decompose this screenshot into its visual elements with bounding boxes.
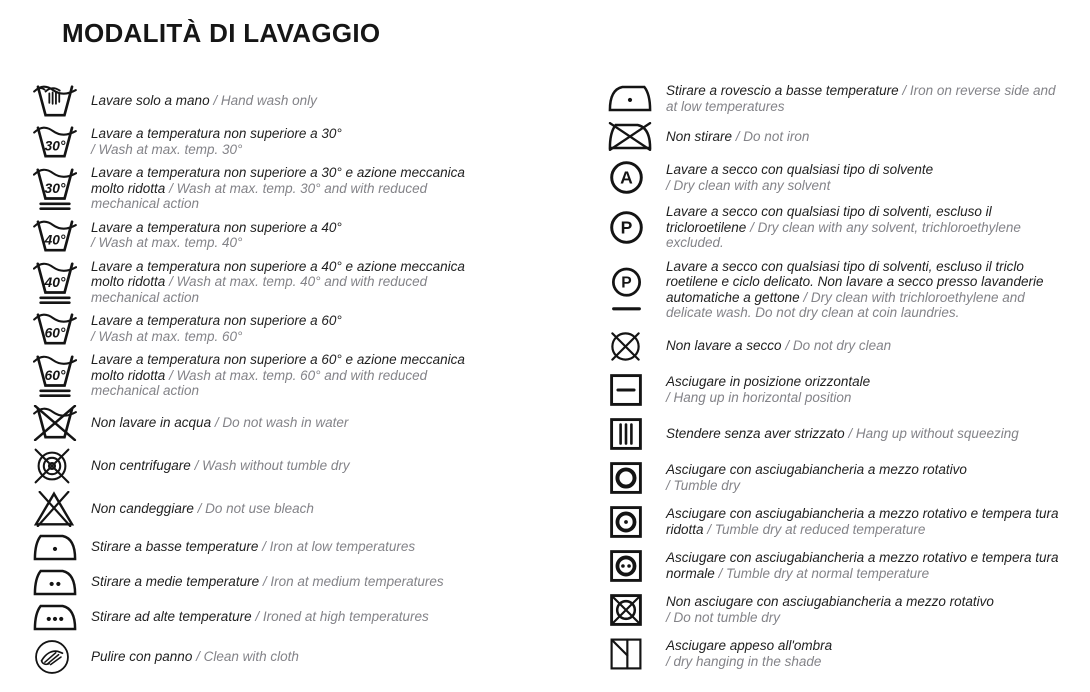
english-label: / Ironed at high temperatures	[255, 609, 429, 625]
italian-label: Non centrifugare	[91, 457, 191, 473]
english-label: / Wash at max. temp. 60° and with reduced mechanical action	[91, 367, 428, 398]
care-row	[608, 122, 1060, 151]
care-row-text	[91, 539, 415, 555]
care-row-text	[91, 458, 350, 474]
svg-text:P: P	[621, 274, 632, 292]
english-label: / Do not iron	[735, 128, 810, 144]
care-row-text	[666, 129, 809, 145]
italian-label: Asciugare con asciugabiancheria a mezzo rotativo	[666, 462, 967, 477]
italian-label: Asciugare con asciugabiancheria a mezzo rotativo e tempera tura normale	[666, 550, 1059, 581]
italian-label: Lavare a temperatura non superiore a 60°	[91, 313, 342, 328]
svg-text:60°: 60°	[44, 325, 66, 341]
care-row	[33, 491, 608, 527]
iron-low-icon	[33, 533, 91, 562]
clean-with-cloth-icon	[33, 638, 91, 676]
svg-text:40°: 40°	[44, 273, 66, 290]
english-label: / Dry clean with any solvent	[666, 177, 831, 193]
wash-30-icon	[33, 124, 91, 159]
care-row-text	[91, 93, 317, 109]
care-row-text	[666, 462, 967, 493]
care-row	[608, 636, 1060, 672]
italian-label: Non lavare a secco	[666, 338, 782, 354]
care-row	[33, 568, 608, 597]
svg-text:40°: 40°	[44, 231, 66, 247]
english-label: / Tumble dry at normal temperature	[718, 565, 930, 581]
care-row-text	[666, 338, 891, 354]
care-row-text	[666, 259, 1060, 321]
english-label: / Iron on reverse side and at low temperatures	[666, 83, 1056, 114]
do-not-tumble-dry-icon	[608, 592, 666, 628]
english-label: / Iron at medium temperatures	[262, 574, 444, 590]
italian-label: Stirare a rovescio a basse temperature	[666, 83, 899, 98]
care-row-text	[91, 220, 342, 251]
care-row	[608, 460, 1060, 496]
english-label: / Hand wash only	[213, 92, 317, 108]
do-not-wash-icon	[33, 405, 91, 441]
care-row-text	[91, 609, 429, 625]
care-row	[608, 204, 1060, 251]
care-row-text	[91, 313, 342, 344]
care-row	[33, 352, 608, 399]
iron-medium-icon	[33, 568, 91, 597]
iron-high-icon	[33, 603, 91, 632]
english-label: / Wash at max. temp. 60°	[91, 328, 243, 344]
english-label: / Do not dry clean	[785, 338, 892, 354]
care-row	[608, 372, 1060, 408]
dry-clean-any-solvent-icon	[608, 159, 666, 196]
svg-text:30°: 30°	[44, 138, 66, 154]
english-label: / Wash at max. temp. 40° and with reduced mechanical action	[91, 274, 428, 305]
tumble-dry-normal-icon	[608, 548, 666, 584]
hand-wash-icon	[33, 83, 91, 118]
english-label: / Do not tumble dry	[666, 609, 781, 625]
care-row-text	[666, 83, 1060, 114]
care-row-text	[666, 594, 994, 625]
shade-dry-icon	[608, 636, 666, 672]
care-row	[608, 259, 1060, 321]
english-label: / Tumble dry	[666, 477, 741, 493]
svg-text:A: A	[620, 167, 633, 188]
care-row-text	[666, 506, 1060, 537]
italian-label: Pulire con panno	[91, 648, 193, 664]
care-row	[33, 83, 608, 118]
page-title: MODALITÀ DI LAVAGGIO	[62, 18, 381, 48]
tumble-dry-icon	[608, 460, 666, 496]
care-row-text	[91, 501, 314, 517]
wash-30-reduced-icon	[33, 166, 91, 210]
care-row	[33, 533, 608, 562]
care-row-text	[91, 649, 299, 665]
care-row	[608, 329, 1060, 364]
english-label: / Tumble dry at reduced temperature	[707, 521, 926, 537]
italian-label: Lavare a secco con qualsiasi tipo di solvente	[666, 162, 934, 177]
care-row	[608, 159, 1060, 196]
english-label: / Wash without tumble dry	[194, 457, 350, 473]
care-row-text	[91, 574, 444, 590]
iron-reverse-icon	[608, 84, 666, 113]
english-label: / Clean with cloth	[196, 648, 299, 664]
care-row	[33, 124, 608, 159]
do-not-dry-clean-icon	[608, 329, 666, 364]
care-row	[608, 548, 1060, 584]
svg-text:30°: 30°	[44, 180, 66, 197]
italian-label: Lavare a temperatura non superiore a 40° e azione meccanica molto ridotta	[91, 258, 465, 289]
english-label: / Hang up in horizontal position	[666, 389, 852, 405]
italian-label: Asciugare appeso all'ombra	[666, 638, 833, 653]
english-label: / Do not wash in water	[214, 414, 349, 430]
italian-label: Non lavare in acqua	[91, 414, 212, 430]
italian-label: Lavare a secco con qualsiasi tipo di solventi, escluso il tricloroetilene	[666, 204, 992, 235]
italian-label: Lavare solo a mano	[91, 92, 210, 108]
english-label: / Dry clean with any solvent, trichloroethylene excluded.	[666, 219, 1021, 250]
care-row-text	[666, 638, 832, 669]
wash-40-icon	[33, 218, 91, 253]
care-row-text	[91, 352, 479, 399]
care-row-text	[666, 550, 1060, 581]
italian-label: Asciugare in posizione orizzontale	[666, 374, 871, 389]
care-row	[608, 592, 1060, 628]
care-row	[608, 504, 1060, 540]
tumble-dry-reduced-icon	[608, 504, 666, 540]
italian-label: Stirare ad alte temperature	[91, 609, 252, 625]
care-row	[33, 603, 608, 632]
italian-label: Lavare a temperatura non superiore a 30°	[91, 126, 342, 141]
care-row-text	[91, 165, 479, 212]
care-row	[608, 83, 1060, 114]
care-row-text	[91, 415, 348, 431]
right-column	[608, 83, 1060, 680]
wash-40-reduced-icon	[33, 260, 91, 304]
wash-60-icon	[33, 311, 91, 346]
english-label: / Do not use bleach	[197, 500, 314, 516]
care-row	[33, 638, 608, 676]
care-row-text	[666, 162, 933, 193]
care-row	[33, 165, 608, 212]
italian-label: Lavare a temperatura non superiore a 30° e azione meccanica molto ridotta	[91, 165, 465, 196]
italian-label: Stendere senza aver strizzato	[666, 425, 845, 441]
italian-label: Stirare a medie temperature	[91, 574, 260, 590]
care-row-text	[666, 374, 870, 405]
english-label: / Wash at max. temp. 30°	[91, 141, 243, 157]
symbol-columns	[33, 83, 1060, 682]
care-row	[33, 311, 608, 346]
dry-clean-p-delicate-icon	[608, 267, 666, 312]
svg-text:P: P	[620, 217, 633, 238]
english-label: / Wash at max. temp. 40°	[91, 235, 243, 250]
italian-label: Lavare a secco con qualsiasi tipo di solventi, escluso il triclo roetilene e ciclo delicato. Non lavare a secco presso lavanderie automatiche a gettone	[666, 258, 1044, 305]
drip-dry-icon	[608, 416, 666, 452]
care-row	[33, 405, 608, 441]
english-label: / Iron at low temperatures	[262, 539, 416, 555]
do-not-iron-icon	[608, 122, 666, 151]
italian-label: Non candeggiare	[91, 500, 194, 516]
italian-label: Non stirare	[666, 128, 733, 144]
english-label: / Wash at max. temp. 30° and with reduced mechanical action	[91, 180, 428, 211]
english-label: / Hang up without squeezing	[848, 425, 1019, 441]
care-row-text	[91, 126, 342, 157]
english-label: / Dry clean with trichloroethylene and delicate wash. Do not dry clean at coin laundries.	[666, 289, 1025, 320]
wash-60-reduced-icon	[33, 353, 91, 397]
svg-text:60°: 60°	[44, 367, 66, 384]
care-row	[33, 218, 608, 253]
italian-label: Stirare a basse temperature	[91, 539, 259, 555]
do-not-bleach-icon	[33, 491, 91, 527]
care-row-text	[91, 259, 479, 306]
italian-label: Lavare a temperatura non superiore a 60° e azione meccanica molto ridotta	[91, 352, 465, 383]
care-row	[33, 447, 608, 485]
dry-flat-icon	[608, 372, 666, 408]
do-not-spin-icon	[33, 447, 91, 485]
left-column	[33, 83, 608, 682]
care-row-text	[666, 204, 1060, 251]
italian-label: Non asciugare con asciugabiancheria a mezzo rotativo	[666, 594, 994, 609]
care-row	[33, 259, 608, 306]
italian-label: Lavare a temperatura non superiore a 40°	[91, 219, 342, 235]
italian-label: Asciugare con asciugabiancheria a mezzo rotativo e tempera tura ridotta	[666, 506, 1059, 537]
care-row	[608, 416, 1060, 452]
english-label: / dry hanging in the shade	[666, 653, 822, 669]
care-row-text	[666, 426, 1019, 442]
dry-clean-p-icon	[608, 209, 666, 246]
